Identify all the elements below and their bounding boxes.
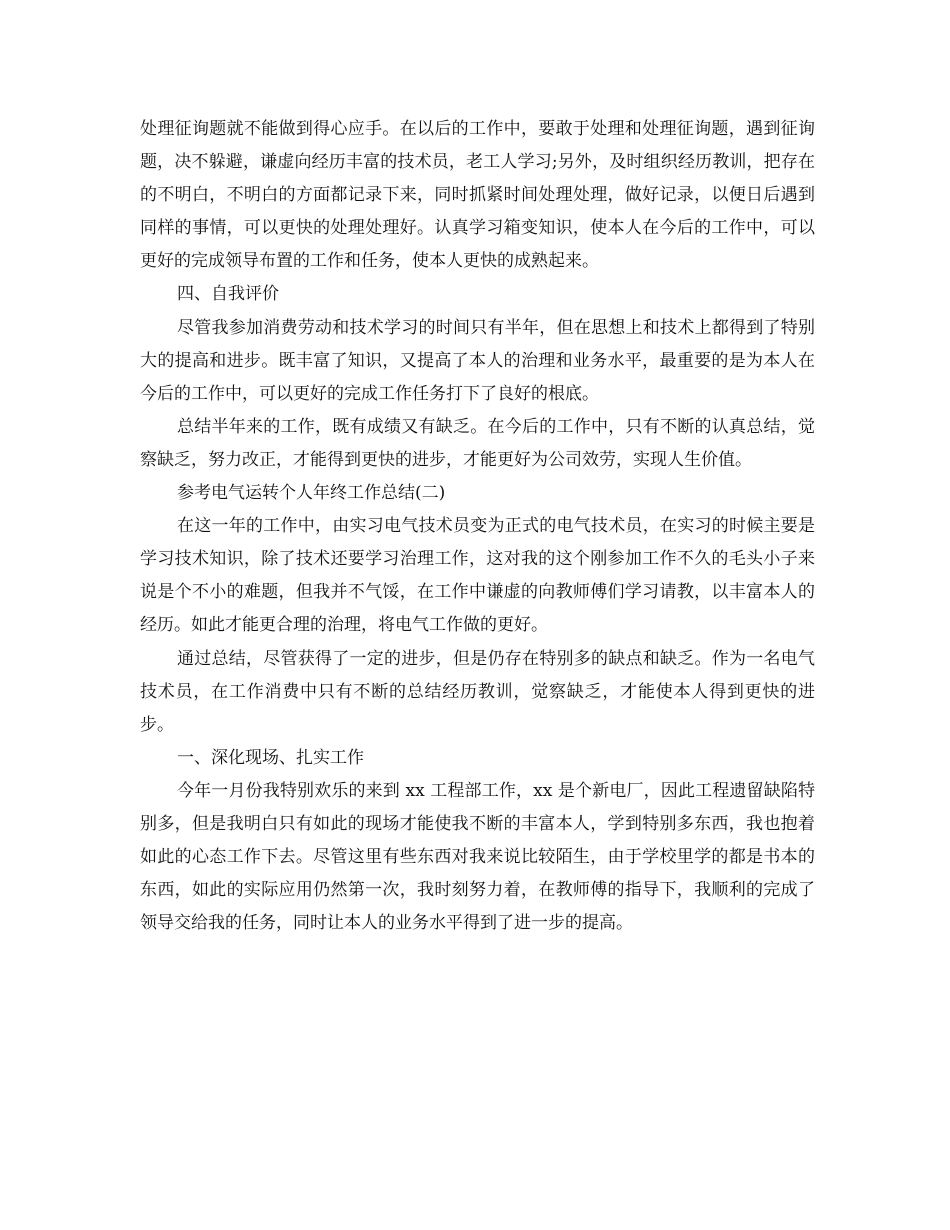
paragraph-year-work: 在这一年的工作中，由实习电气技术员变为正式的电气技术员，在实习的时候主要是学习技术知识，除了技术还要学习治理工作，这对我的这个刚参加工作不久的毛头小子来说是个不小的难题，但我并不气馁，在工作中谦虚的向教师傅们学习请教，以丰富本人的经历。如此才能更合理的治理，将电气工作做的更好。 (140, 516, 815, 636)
paragraph-self-evaluation: 尽管我参加消费劳动和技术学习的时间只有半年，但在思想上和技术上都得到了特别大的提高和进步。既丰富了知识，又提高了本人的治理和业务水平，最重要的是为本人在今后的工作中，可以更好的完成工作任务打下了良好的根底。 (140, 317, 815, 404)
paragraph-january-arrival: 今年一月份我特别欢乐的来到 xx 工程部工作，xx 是个新电厂，因此工程遗留缺陷特别多，但是我明白只有如此的现场才能使我不断的丰富本人，学到特别多东西，我也抱着如此的心态工作下去。尽管这里有些东西对我来说比较陌生，由于学校里学的都是书本的东西，如此的实际应用仍然第一次，我时刻努力着，在教师傅的指导下，我顺利的完成了领导交给我的任务，同时让本人的业务水平得到了进一步的提高。 (140, 780, 815, 934)
paragraph-continuation: 处理征询题就不能做到得心应手。在以后的工作中，要敢于处理和处理征询题，遇到征询题，决不躲避，谦虚向经历丰富的技术员，老工人学习;另外，及时组织经历教训，把存在的不明白，不明白的方面都记录下来，同时抓紧时间处理处理，做好记录，以便日后遇到同样的事情，可以更快的处理处理好。认真学习箱变知识，使本人在今后的工作中，可以更好的完成领导布置的工作和任务，使本人更快的成熟起来。 (140, 119, 815, 272)
paragraph-half-year-summary: 总结半年来的工作，既有成绩又有缺乏。在今后的工作中，只有不断的认真总结，觉察缺乏，努力改正，才能得到更快的进步，才能更好为公司效劳，实现人生价值。 (140, 416, 815, 470)
document-body (140, 113, 815, 940)
section-heading-reference-summary: 参考电气运转个人年终工作总结(二) (177, 483, 446, 504)
section-heading-deepen-site: 一、深化现场、扎实工作 (177, 747, 364, 768)
section-heading-self-evaluation: 四、自我评价 (177, 284, 279, 305)
paragraph-summary-progress: 通过总结，尽管获得了一定的进步，但是仍存在特别多的缺点和缺乏。作为一名电气技术员，在工作消费中只有不断的总结经历教训，觉察缺乏，才能使本人得到更快的进步。 (140, 648, 815, 735)
